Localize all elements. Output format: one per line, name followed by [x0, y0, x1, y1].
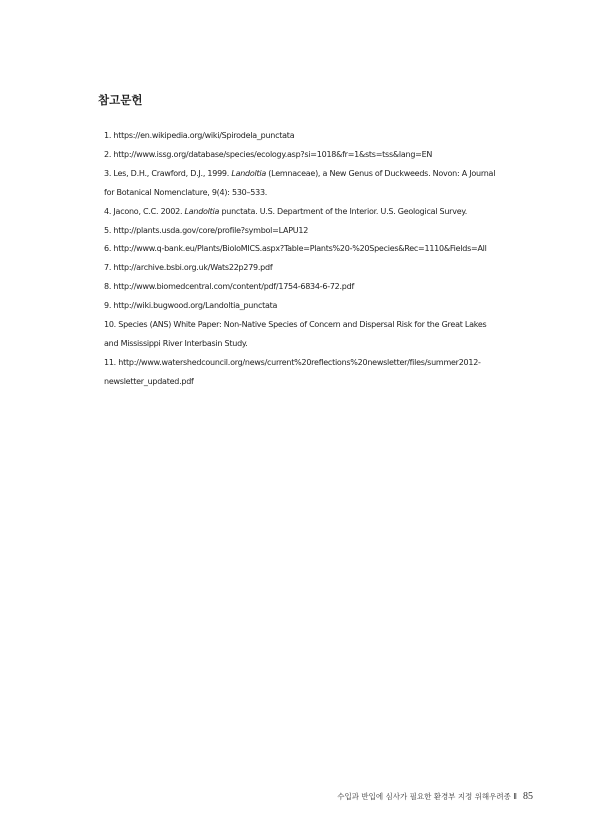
reference-item-continuation: for Botanical Nomenclature, 9(4): 530–533. — [104, 187, 268, 197]
reference-item: 8. http://www.biomedcentral.com/content/pdf/1754-6834-6-72.pdf — [104, 282, 355, 292]
footer-title: 수입과 반입에 심사가 필요한 환경부 지정 위해우려종 Ⅱ — [337, 792, 517, 801]
reference-item: 6. http://www.q-bank.eu/Plants/BioloMICS.aspx?Table=Plants%20-%20Species&Rec=1110&Fields=All — [104, 244, 487, 254]
section-heading: 참고문헌 — [98, 93, 143, 107]
reference-italic-genus: Landoltia — [184, 206, 220, 216]
reference-item — [104, 203, 532, 222]
reference-list — [104, 127, 532, 392]
reference-text: 3. Les, D.H., Crawford, D.J., 1999. — [104, 168, 232, 178]
reference-item-continuation: and Mississippi River Interbasin Study. — [104, 338, 248, 348]
page-number: 85 — [523, 791, 533, 802]
reference-item: 5. http://plants.usda.gov/core/profile?symbol=LAPU12 — [104, 225, 309, 235]
reference-item-continuation: newsletter_updated.pdf — [104, 376, 194, 386]
reference-text: 4. Jacono, C.C. 2002. — [104, 206, 185, 216]
reference-text: punctata. U.S. Department of the Interior. U.S. Geological Survey. — [219, 206, 468, 216]
reference-item: 11. http://www.watershedcouncil.org/news/current%20reflections%20newsletter/files/summer2012- — [104, 357, 481, 367]
reference-item: 7. http://archive.bsbi.org.uk/Wats22p279.pdf — [104, 263, 273, 273]
reference-italic-genus: Landoltia — [231, 168, 266, 178]
reference-item: 1. https://en.wikipedia.org/wiki/Spirodela_punctata — [104, 131, 295, 140]
page-footer — [337, 791, 533, 802]
reference-item: 9. http://wiki.bugwood.org/Landoltia_punctata — [104, 301, 278, 311]
reference-item — [104, 165, 532, 184]
reference-item: 10. Species (ANS) White Paper: Non-Native Species of Concern and Dispersal Risk for the Great Lakes — [104, 320, 487, 330]
reference-item: 2. http://www.issg.org/database/species/ecology.asp?si=1018&fr=1&sts=tss&lang=EN — [104, 149, 433, 159]
reference-text: (Lemnaceae), a New Genus of Duckweeds. Novon: A Journal — [266, 168, 496, 178]
